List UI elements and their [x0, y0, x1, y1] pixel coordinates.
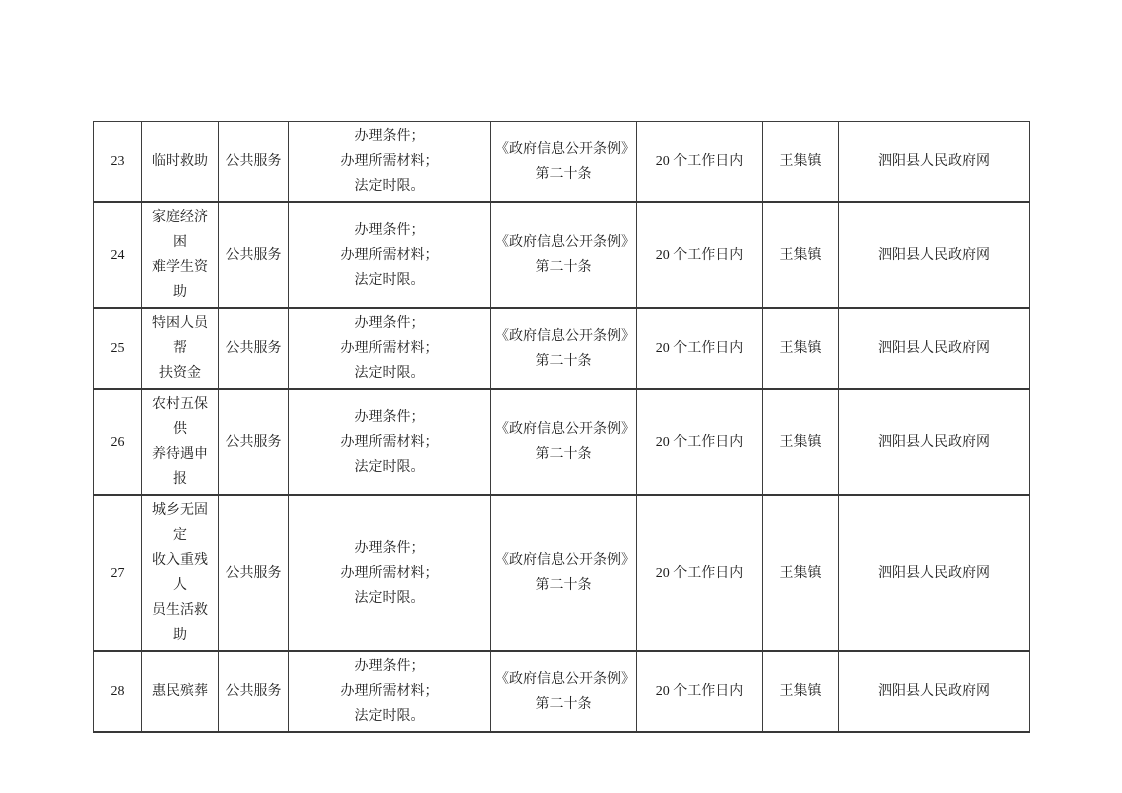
cell-disclosure-content-line: 办理所需材料； [340, 684, 439, 699]
cell-disclosure-content-line: 办理所需材料； [340, 247, 439, 263]
cell-disclosure-content [289, 202, 491, 308]
cell-time-limit: 20 个工作日内 [637, 122, 763, 203]
cell-service-type: 公共服务 [219, 202, 289, 308]
cell-serial-number: 23 [94, 122, 142, 203]
cell-item-name-line: 员生活救助 [152, 603, 208, 643]
cell-item-name-line: 扶资金 [159, 366, 201, 381]
cell-legal-basis-line: 《政府信息公开条例》 [495, 235, 635, 250]
cell-legal-basis-line: 《政府信息公开条例》 [495, 553, 635, 568]
cell-disclosure-content [289, 389, 491, 495]
cell-item-name-line: 特困人员帮 [152, 316, 208, 356]
cell-item-name-line: 难学生资助 [152, 260, 208, 300]
cell-legal-basis-line: 《政府信息公开条例》 [495, 328, 635, 344]
cell-legal-basis [491, 389, 637, 495]
cell-service-type: 公共服务 [219, 651, 289, 732]
cell-disclosure-channel: 泗阳县人民政府网 [839, 389, 1030, 495]
cell-disclosure-content-line: 办理条件； [354, 316, 425, 331]
cell-disclosure-content [289, 308, 491, 389]
cell-item-name-line: 农村五保供 [152, 397, 208, 437]
cell-legal-basis [491, 122, 637, 203]
cell-disclosure-content-line: 法定时限。 [354, 272, 425, 288]
cell-disclosure-content-line: 法定时限。 [354, 179, 425, 194]
cell-legal-basis-line: 第二十条 [535, 578, 592, 593]
cell-disclosure-content-line: 办理条件； [354, 409, 425, 425]
cell-responsible-unit: 王集镇 [763, 495, 839, 651]
cell-disclosure-content-line: 办理所需材料； [340, 565, 439, 581]
cell-legal-basis-line: 《政府信息公开条例》 [495, 671, 635, 687]
cell-disclosure-content [289, 495, 491, 651]
cell-time-limit: 20 个工作日内 [637, 202, 763, 308]
table-row [94, 202, 1030, 308]
cell-item-name [142, 202, 219, 308]
cell-item-name [142, 389, 219, 495]
cell-legal-basis-line: 第二十条 [535, 353, 592, 369]
cell-legal-basis-line: 《政府信息公开条例》 [495, 422, 635, 437]
table-row [94, 651, 1030, 732]
cell-item-name-line: 惠民殡葬 [152, 684, 208, 699]
cell-responsible-unit: 王集镇 [763, 308, 839, 389]
cell-disclosure-channel: 泗阳县人民政府网 [839, 651, 1030, 732]
cell-disclosure-channel: 泗阳县人民政府网 [839, 308, 1030, 389]
cell-serial-number: 25 [94, 308, 142, 389]
cell-item-name-line: 城乡无固定 [152, 503, 208, 543]
cell-responsible-unit: 王集镇 [763, 389, 839, 495]
cell-disclosure-content-line: 办理条件； [354, 129, 425, 144]
cell-serial-number: 26 [94, 389, 142, 495]
cell-disclosure-content-line: 办理条件； [354, 222, 425, 238]
cell-service-type: 公共服务 [219, 308, 289, 389]
cell-disclosure-channel: 泗阳县人民政府网 [839, 202, 1030, 308]
cell-serial-number: 24 [94, 202, 142, 308]
cell-item-name [142, 308, 219, 389]
cell-disclosure-content-line: 法定时限。 [354, 709, 425, 724]
cell-disclosure-content-line: 办理所需材料； [340, 154, 439, 169]
table-row [94, 495, 1030, 651]
cell-item-name [142, 495, 219, 651]
table-body [94, 122, 1030, 733]
cell-item-name-line: 收入重残人 [152, 553, 208, 593]
cell-disclosure-content [289, 651, 491, 732]
cell-disclosure-channel: 泗阳县人民政府网 [839, 122, 1030, 203]
table-row [94, 122, 1030, 203]
cell-item-name-line: 家庭经济困 [152, 210, 208, 250]
cell-disclosure-channel: 泗阳县人民政府网 [839, 495, 1030, 651]
cell-item-name-line: 临时救助 [152, 154, 208, 169]
cell-legal-basis-line: 第二十条 [535, 447, 592, 462]
cell-legal-basis-line: 《政府信息公开条例》 [495, 141, 635, 157]
cell-disclosure-content-line: 法定时限。 [354, 459, 425, 475]
table-row [94, 308, 1030, 389]
cell-responsible-unit: 王集镇 [763, 122, 839, 203]
cell-time-limit: 20 个工作日内 [637, 308, 763, 389]
cell-disclosure-content-line: 法定时限。 [354, 366, 425, 381]
cell-legal-basis-line: 第二十条 [535, 166, 592, 182]
cell-serial-number: 28 [94, 651, 142, 732]
cell-serial-number: 27 [94, 495, 142, 651]
cell-disclosure-content-line: 办理所需材料； [340, 341, 439, 356]
cell-disclosure-content-line: 办理条件； [354, 659, 425, 674]
cell-legal-basis-line: 第二十条 [535, 696, 592, 712]
table-row [94, 389, 1030, 495]
cell-item-name [142, 651, 219, 732]
cell-legal-basis-line: 第二十条 [535, 260, 592, 275]
disclosure-items-table [93, 121, 1030, 733]
cell-disclosure-content-line: 法定时限。 [354, 590, 425, 606]
cell-responsible-unit: 王集镇 [763, 651, 839, 732]
cell-service-type: 公共服务 [219, 495, 289, 651]
cell-disclosure-content-line: 办理所需材料； [340, 434, 439, 450]
cell-legal-basis [491, 308, 637, 389]
cell-time-limit: 20 个工作日内 [637, 495, 763, 651]
cell-legal-basis [491, 651, 637, 732]
cell-disclosure-content [289, 122, 491, 203]
cell-responsible-unit: 王集镇 [763, 202, 839, 308]
cell-time-limit: 20 个工作日内 [637, 651, 763, 732]
cell-item-name-line: 养待遇申报 [152, 447, 208, 487]
cell-disclosure-content-line: 办理条件； [354, 540, 425, 556]
cell-item-name [142, 122, 219, 203]
cell-legal-basis [491, 495, 637, 651]
cell-time-limit: 20 个工作日内 [637, 389, 763, 495]
cell-service-type: 公共服务 [219, 122, 289, 203]
cell-service-type: 公共服务 [219, 389, 289, 495]
cell-legal-basis [491, 202, 637, 308]
